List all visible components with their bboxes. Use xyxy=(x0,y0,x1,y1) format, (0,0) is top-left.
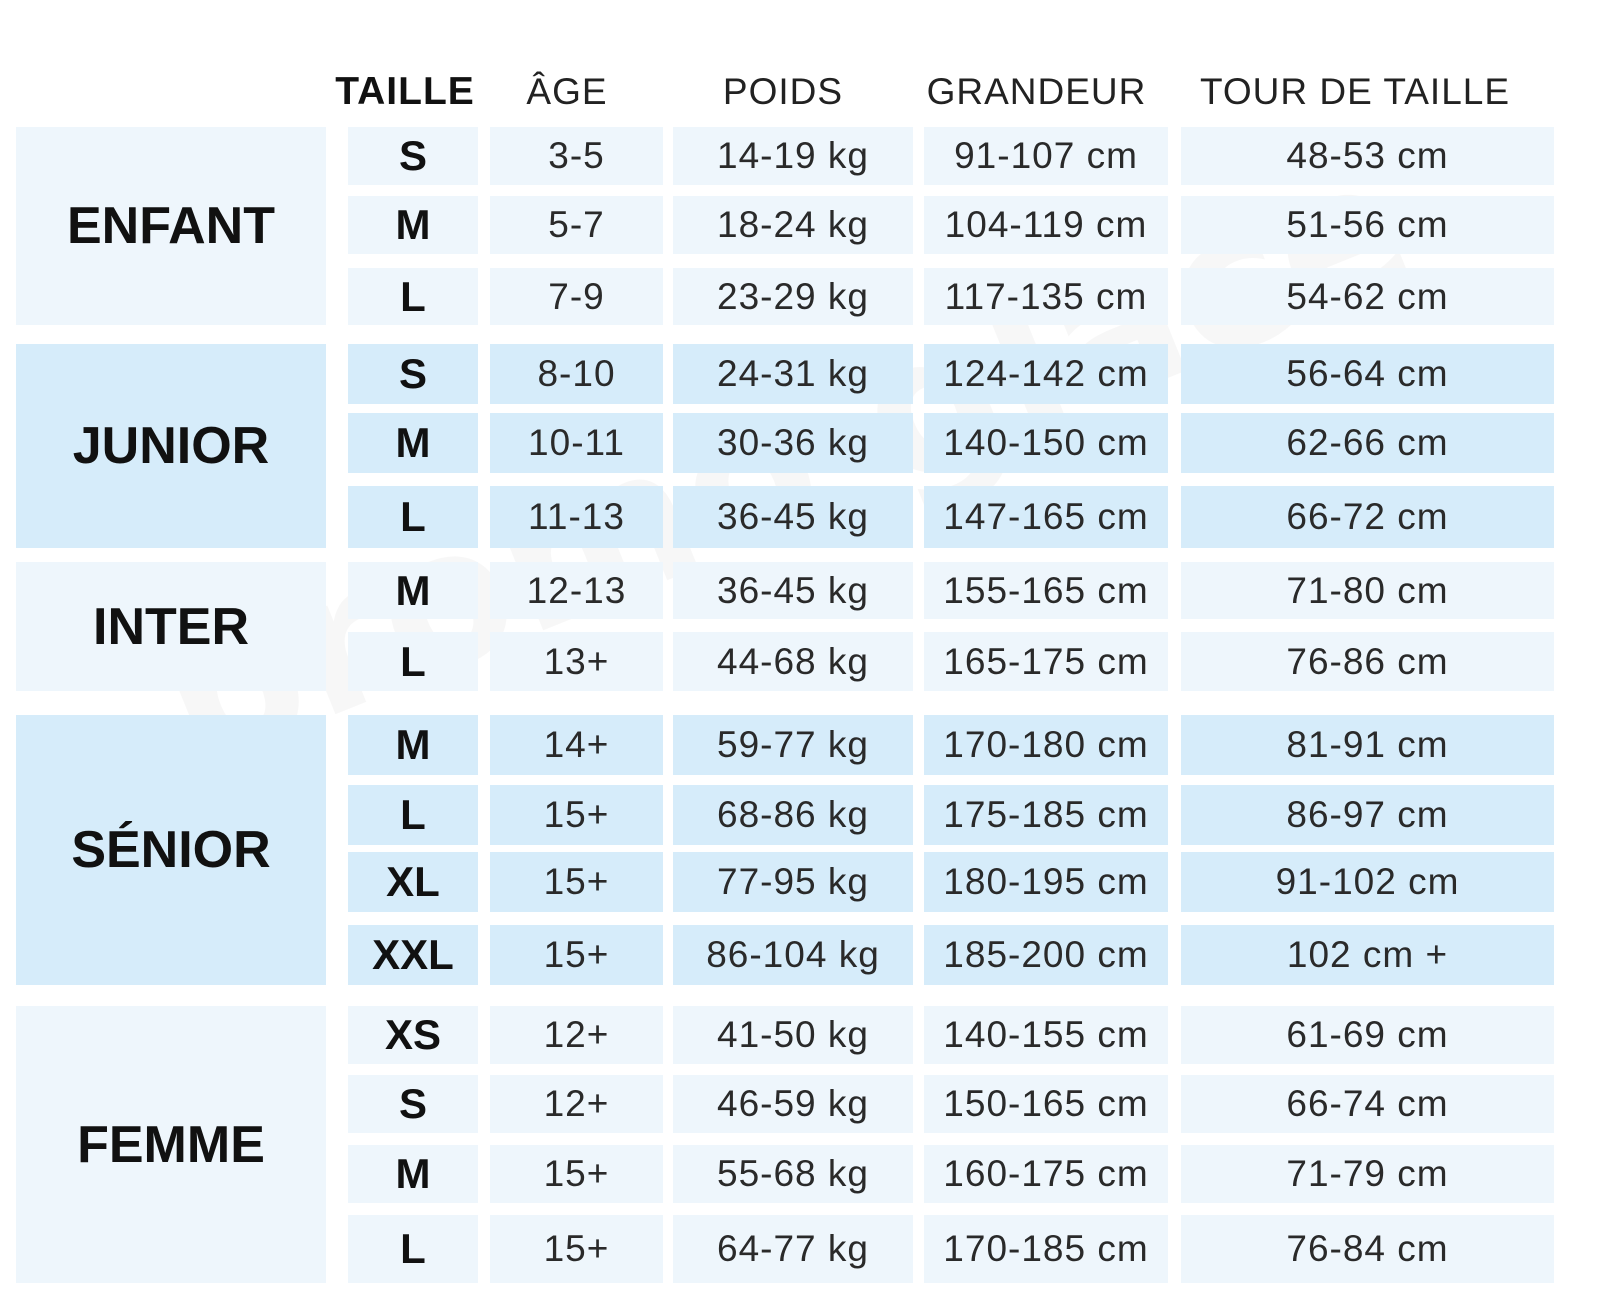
cell-size: L xyxy=(348,785,478,845)
cell-weight: 36-45 kg xyxy=(673,486,913,548)
header-tour-de-taille: TOUR DE TAILLE xyxy=(1199,71,1511,112)
cell-age: 15+ xyxy=(490,785,663,845)
cell-height: 91-107 cm xyxy=(924,127,1168,185)
cell-age: 14+ xyxy=(490,715,663,775)
cell-weight: 44-68 kg xyxy=(673,632,913,691)
cell-waist: 62-66 cm xyxy=(1181,413,1554,473)
cell-size: XL xyxy=(348,852,478,912)
cell-waist: 71-79 cm xyxy=(1181,1145,1554,1203)
cell-waist: 66-72 cm xyxy=(1181,486,1554,548)
cell-height: 165-175 cm xyxy=(924,632,1168,691)
cell-waist: 61-69 cm xyxy=(1181,1006,1554,1064)
cell-age: 15+ xyxy=(490,925,663,985)
cell-size: M xyxy=(348,1145,478,1203)
cell-age: 15+ xyxy=(490,1145,663,1203)
category-label-enfant: ENFANT xyxy=(16,127,326,325)
cell-weight: 23-29 kg xyxy=(673,268,913,325)
cell-age: 10-11 xyxy=(490,413,663,473)
cell-height: 155-165 cm xyxy=(924,562,1168,619)
cell-height: 140-150 cm xyxy=(924,413,1168,473)
category-label-femme: FEMME xyxy=(16,1006,326,1283)
cell-height: 170-180 cm xyxy=(924,715,1168,775)
cell-height: 104-119 cm xyxy=(924,196,1168,254)
cell-size: M xyxy=(348,562,478,619)
cell-weight: 55-68 kg xyxy=(673,1145,913,1203)
cell-age: 15+ xyxy=(490,1215,663,1283)
cell-age: 12+ xyxy=(490,1006,663,1064)
cell-waist: 66-74 cm xyxy=(1181,1075,1554,1133)
header-grandeur: GRANDEUR xyxy=(926,71,1147,112)
header-age: ÂGE xyxy=(526,71,608,112)
cell-weight: 18-24 kg xyxy=(673,196,913,254)
cell-height: 117-135 cm xyxy=(924,268,1168,325)
header-taille: TAILLE xyxy=(335,70,475,113)
cell-age: 3-5 xyxy=(490,127,663,185)
cell-waist: 102 cm + xyxy=(1181,925,1554,985)
category-label-sénior: SÉNIOR xyxy=(16,715,326,985)
cell-size: XS xyxy=(348,1006,478,1064)
cell-waist: 51-56 cm xyxy=(1181,196,1554,254)
cell-weight: 41-50 kg xyxy=(673,1006,913,1064)
cell-height: 160-175 cm xyxy=(924,1145,1168,1203)
cell-waist: 81-91 cm xyxy=(1181,715,1554,775)
cell-weight: 14-19 kg xyxy=(673,127,913,185)
cell-waist: 76-86 cm xyxy=(1181,632,1554,691)
cell-waist: 54-62 cm xyxy=(1181,268,1554,325)
cell-size: S xyxy=(348,1075,478,1133)
cell-age: 7-9 xyxy=(490,268,663,325)
cell-age: 12-13 xyxy=(490,562,663,619)
cell-size: L xyxy=(348,268,478,325)
cell-weight: 36-45 kg xyxy=(673,562,913,619)
cell-waist: 71-80 cm xyxy=(1181,562,1554,619)
cell-weight: 24-31 kg xyxy=(673,344,913,404)
cell-size: L xyxy=(348,1215,478,1283)
cell-size: XXL xyxy=(348,925,478,985)
cell-waist: 86-97 cm xyxy=(1181,785,1554,845)
cell-size: S xyxy=(348,127,478,185)
category-label-junior: JUNIOR xyxy=(16,344,326,548)
cell-waist: 56-64 cm xyxy=(1181,344,1554,404)
cell-age: 15+ xyxy=(490,852,663,912)
cell-height: 180-195 cm xyxy=(924,852,1168,912)
cell-size: L xyxy=(348,632,478,691)
cell-weight: 59-77 kg xyxy=(673,715,913,775)
cell-waist: 91-102 cm xyxy=(1181,852,1554,912)
cell-height: 185-200 cm xyxy=(924,925,1168,985)
cell-weight: 77-95 kg xyxy=(673,852,913,912)
cell-waist: 48-53 cm xyxy=(1181,127,1554,185)
category-label-inter: INTER xyxy=(16,562,326,691)
cell-age: 13+ xyxy=(490,632,663,691)
cell-height: 150-165 cm xyxy=(924,1075,1168,1133)
cell-size: M xyxy=(348,715,478,775)
cell-waist: 76-84 cm xyxy=(1181,1215,1554,1283)
cell-age: 11-13 xyxy=(490,486,663,548)
cell-height: 140-155 cm xyxy=(924,1006,1168,1064)
cell-age: 12+ xyxy=(490,1075,663,1133)
cell-weight: 46-59 kg xyxy=(673,1075,913,1133)
cell-weight: 86-104 kg xyxy=(673,925,913,985)
cell-weight: 30-36 kg xyxy=(673,413,913,473)
cell-height: 147-165 cm xyxy=(924,486,1168,548)
cell-weight: 68-86 kg xyxy=(673,785,913,845)
cell-height: 175-185 cm xyxy=(924,785,1168,845)
cell-size: M xyxy=(348,413,478,473)
header-poids: POIDS xyxy=(722,71,844,112)
cell-weight: 64-77 kg xyxy=(673,1215,913,1283)
cell-age: 8-10 xyxy=(490,344,663,404)
cell-height: 170-185 cm xyxy=(924,1215,1168,1283)
cell-size: S xyxy=(348,344,478,404)
cell-size: L xyxy=(348,486,478,548)
cell-age: 5-7 xyxy=(490,196,663,254)
cell-size: M xyxy=(348,196,478,254)
cell-height: 124-142 cm xyxy=(924,344,1168,404)
